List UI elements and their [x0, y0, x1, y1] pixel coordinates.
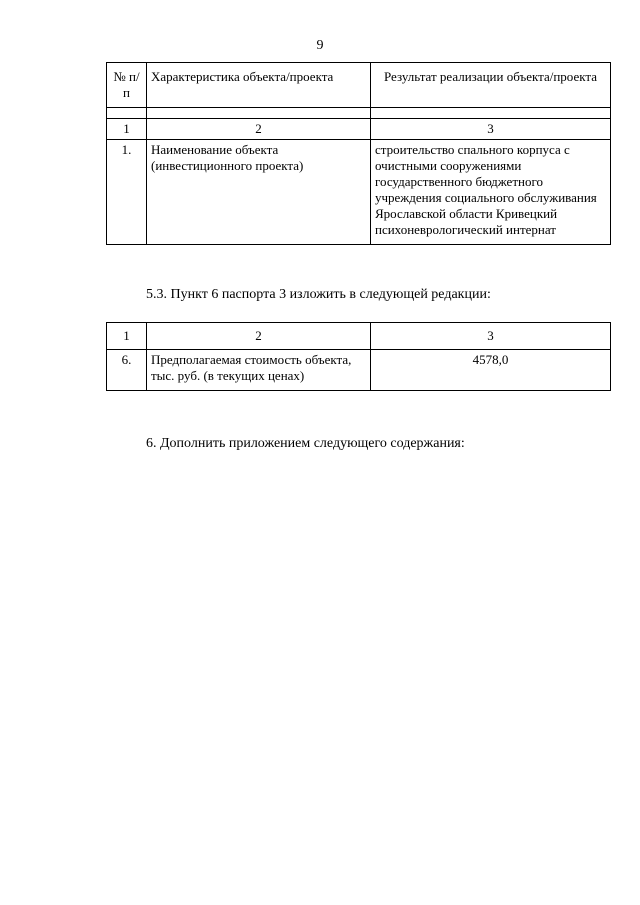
page-number: 9 [316, 38, 324, 53]
index-cell-1: 1 [107, 119, 147, 140]
row-result: строительство спального корпуса с очистными сооружениями государственного бюджетного учреждения социального обслуживания Ярославской области Кривецкий психоневрологический интернат [371, 140, 611, 245]
table-row [107, 140, 611, 245]
row-num: 1. [107, 140, 147, 245]
row-characteristic: Предполагаемая стоимость объекта, тыс. руб. (в текущих ценах) [147, 350, 371, 391]
paragraph-5-3: 5.3. Пункт 6 паспорта 3 изложить в следующей редакции: [146, 287, 491, 302]
index-cell-3: 3 [371, 323, 611, 350]
header-result: Результат реализации объекта/проекта [371, 63, 611, 108]
index-cell-2: 2 [147, 119, 371, 140]
paragraph-6: 6. Дополнить приложением следующего содержания: [146, 436, 465, 451]
table-gap [107, 108, 611, 119]
cost-table [106, 322, 611, 391]
table-index-row [107, 323, 611, 350]
header-characteristic: Характеристика объекта/проекта [147, 63, 371, 108]
header-num: № п/п [107, 63, 147, 108]
row-characteristic: Наименование объекта (инвестиционного проекта) [147, 140, 371, 245]
row-result: 4578,0 [371, 350, 611, 391]
object-table [106, 62, 611, 245]
index-cell-2: 2 [147, 323, 371, 350]
index-cell-3: 3 [371, 119, 611, 140]
row-num: 6. [107, 350, 147, 391]
index-cell-1: 1 [107, 323, 147, 350]
table-header-row [107, 63, 611, 108]
table-index-row [107, 119, 611, 140]
table-row [107, 350, 611, 391]
